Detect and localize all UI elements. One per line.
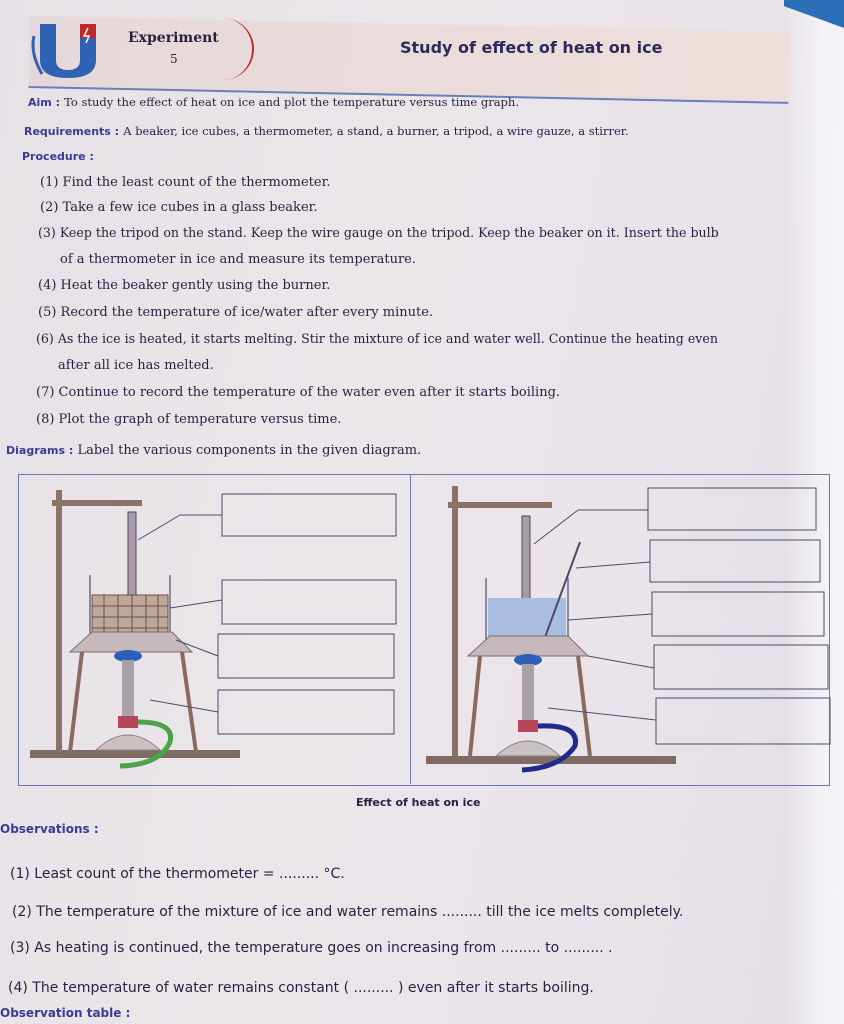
- diagram-caption: Effect of heat on ice: [356, 796, 481, 809]
- observations-label: Observations :: [0, 822, 99, 836]
- page-title: Study of effect of heat on ice: [400, 38, 663, 57]
- procedure-step: (1) Find the least count of the thermometer.: [40, 175, 331, 190]
- diagram-frame: [18, 474, 830, 786]
- experiment-label: Experiment: [128, 30, 219, 46]
- procedure-step: (3) Keep the tripod on the stand. Keep the wire gauge on the tripod. Keep the beaker on it. Insert the bulb: [38, 225, 719, 240]
- diagrams-text: Label the various components in the given diagram.: [77, 443, 422, 458]
- aim-text: To study the effect of heat on ice and plot the temperature versus time graph.: [64, 95, 519, 109]
- experiment-number: 5: [170, 52, 178, 66]
- observation-item: (1) Least count of the thermometer = ......... °C.: [10, 866, 345, 882]
- observation-item: (3) As heating is continued, the temperature goes on increasing from ......... to ......... .: [10, 940, 613, 956]
- diagrams-label: Diagrams :: [6, 444, 74, 457]
- experiment-logo: [30, 18, 120, 80]
- procedure-step: (4) Heat the beaker gently using the burner.: [38, 278, 331, 293]
- observation-item: (4) The temperature of water remains constant ( ......... ) even after it starts boiling.: [8, 980, 594, 996]
- diagram-divider: [410, 474, 411, 784]
- procedure-step-continued: of a thermometer in ice and measure its temperature.: [60, 252, 417, 267]
- procedure-step: (8) Plot the graph of temperature versus time.: [36, 412, 342, 427]
- aim-line: [28, 95, 519, 110]
- observation-table-label: Observation table :: [0, 1006, 131, 1020]
- procedure-step-continued: after all ice has melted.: [58, 358, 214, 373]
- requirements-text: A beaker, ice cubes, a thermometer, a stand, a burner, a tripod, a wire gauze, a stirrer.: [123, 124, 629, 138]
- diagrams-line: [6, 443, 421, 458]
- procedure-step: (7) Continue to record the temperature of the water even after it starts boiling.: [36, 385, 561, 400]
- requirements-label: Requirements :: [24, 125, 120, 138]
- aim-label: Aim :: [28, 96, 60, 109]
- procedure-step: (6) As the ice is heated, it starts melting. Stir the mixture of ice and water well. Continue the heating even: [36, 331, 718, 346]
- observation-item: (2) The temperature of the mixture of ice and water remains ......... till the ice melts completely.: [12, 904, 684, 920]
- procedure-label: Procedure :: [22, 150, 94, 163]
- procedure-step: (5) Record the temperature of ice/water after every minute.: [38, 305, 434, 320]
- requirements-line: [24, 124, 629, 139]
- procedure-step: (2) Take a few ice cubes in a glass beaker.: [40, 200, 318, 215]
